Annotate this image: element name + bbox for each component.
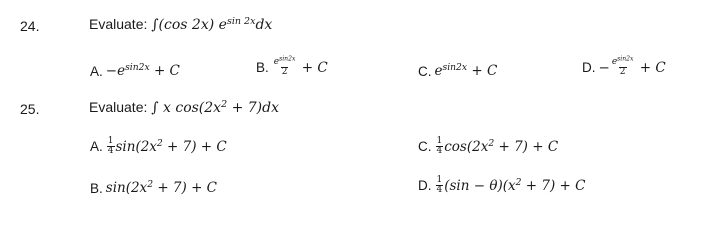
q25-c-denominator: 4 bbox=[436, 146, 443, 156]
evaluate-label: Evaluate: bbox=[89, 16, 148, 32]
option-d-label: D. bbox=[582, 60, 596, 75]
q25-c-fraction bbox=[436, 137, 444, 156]
q24-d-sign: − bbox=[598, 59, 610, 76]
q24-d-fraction bbox=[611, 55, 635, 77]
q24-d-denominator: 2 bbox=[619, 67, 626, 77]
q25-integrand: ∫ x cos(2x bbox=[151, 100, 222, 116]
question-number-25: 25. bbox=[20, 101, 40, 117]
option-a-label: A. bbox=[90, 139, 103, 154]
option-b-label: B. bbox=[90, 180, 103, 196]
q25-c-body: cos(2x bbox=[444, 138, 489, 155]
q25-d-tail: + 7) + C bbox=[521, 177, 586, 194]
q24-c-constant: + C bbox=[471, 63, 498, 79]
q25-b-exponent: 2 bbox=[147, 178, 154, 190]
q25-b-body: sin(2x bbox=[105, 180, 148, 196]
q25-option-b[interactable] bbox=[90, 180, 217, 196]
q24-exponent: sin 2x bbox=[226, 15, 256, 27]
q24-integrand: ∫(cos 2x) e bbox=[151, 17, 227, 33]
q25-d-exponent: 2 bbox=[515, 176, 522, 188]
q25-d-numerator: 1 bbox=[436, 175, 443, 185]
question-25-prompt bbox=[89, 99, 279, 116]
q25-d-denominator: 4 bbox=[436, 185, 443, 195]
evaluate-label: Evaluate: bbox=[89, 99, 148, 115]
q24-a-exponent: sin2x bbox=[125, 61, 150, 73]
q25-b-tail: + 7) + C bbox=[153, 180, 218, 196]
q24-b-fraction bbox=[273, 55, 297, 77]
q25-option-a[interactable] bbox=[90, 137, 227, 156]
q24-a-base: −e bbox=[105, 63, 126, 79]
q25-a-numerator: 1 bbox=[107, 136, 114, 146]
q25-exponent: 2 bbox=[221, 98, 228, 110]
q24-b-constant: + C bbox=[301, 59, 328, 76]
q25-a-fraction bbox=[107, 137, 115, 156]
q25-a-exponent: 2 bbox=[156, 137, 163, 149]
q25-option-d[interactable] bbox=[418, 176, 585, 195]
q24-option-b[interactable] bbox=[256, 55, 328, 77]
q24-option-d[interactable] bbox=[582, 55, 666, 77]
q25-c-numerator: 1 bbox=[436, 136, 443, 146]
q25-d-body: (sin − θ)(x bbox=[444, 177, 516, 194]
q24-b-numerator-exponent: sin2x bbox=[279, 55, 296, 63]
q24-b-denominator: 2 bbox=[281, 67, 288, 77]
q24-d-numerator-exponent: sin2x bbox=[617, 55, 634, 63]
q25-a-body: sin(2x bbox=[115, 138, 157, 155]
q24-a-constant: + C bbox=[153, 63, 180, 79]
q25-a-tail: + 7) + C bbox=[162, 138, 227, 155]
option-c-label: C. bbox=[418, 63, 432, 79]
q25-differential: + 7)dx bbox=[227, 100, 279, 116]
q25-c-tail: + 7) + C bbox=[494, 138, 559, 155]
option-c-label: C. bbox=[418, 139, 432, 154]
q24-differential: dx bbox=[255, 17, 273, 33]
q25-a-denominator: 4 bbox=[107, 146, 114, 156]
q25-c-exponent: 2 bbox=[488, 137, 495, 149]
q24-option-c[interactable] bbox=[418, 63, 497, 79]
q24-d-constant: + C bbox=[639, 59, 666, 76]
question-24-prompt bbox=[89, 16, 272, 33]
q24-c-exponent: sin2x bbox=[442, 61, 468, 73]
option-b-label: B. bbox=[256, 60, 269, 75]
q25-option-c[interactable] bbox=[418, 137, 558, 156]
q24-option-a[interactable] bbox=[90, 63, 180, 79]
option-d-label: D. bbox=[418, 178, 432, 193]
question-number-24: 24. bbox=[20, 18, 40, 34]
q24-b-numerator-base: e bbox=[273, 57, 280, 67]
q24-d-numerator-base: e bbox=[611, 57, 618, 67]
option-a-label: A. bbox=[90, 63, 103, 79]
q24-c-base: e bbox=[434, 63, 443, 79]
q25-d-fraction bbox=[436, 176, 444, 195]
